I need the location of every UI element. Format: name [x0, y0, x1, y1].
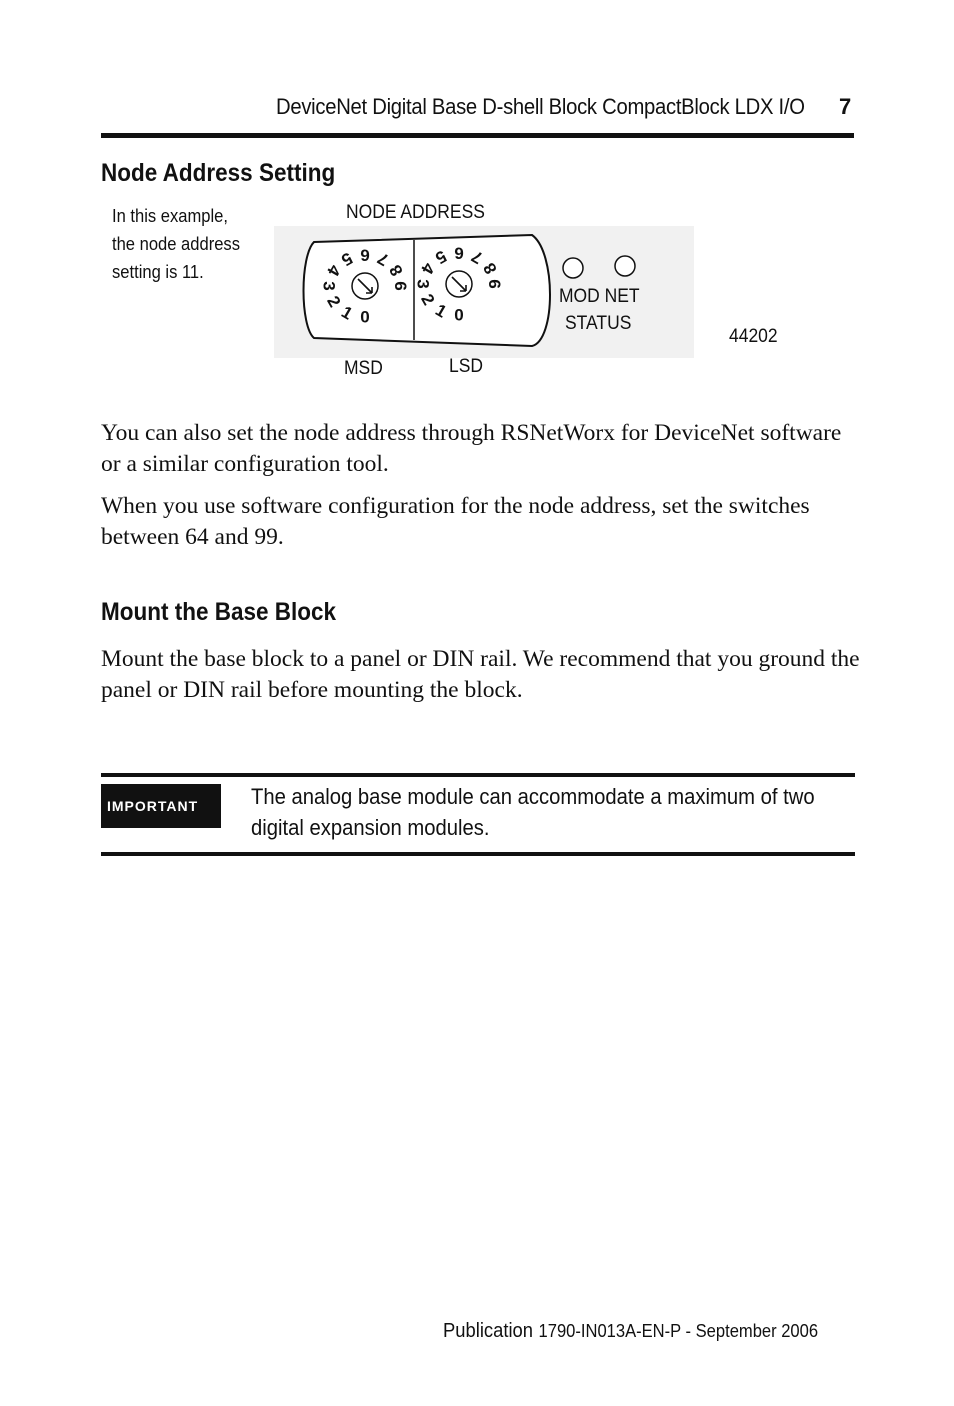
- node-address-heading: Node Address Setting: [101, 159, 336, 187]
- header-rule: [101, 133, 854, 138]
- msd-dial-digit: 3: [319, 281, 339, 291]
- lsd-dial-digit: 1: [432, 300, 450, 322]
- lsd-label: LSD: [449, 356, 484, 377]
- node-address-label: NODE ADDRESS: [346, 202, 485, 223]
- lsd-dial-digit: 6: [454, 243, 464, 263]
- publication-label: Publication: [443, 1320, 534, 1342]
- msd-dial-digit: 9: [391, 281, 411, 291]
- msd-dial-digit: 2: [323, 292, 345, 311]
- msd-dial-digit: 1: [338, 302, 356, 324]
- paragraph-rsnetworx: You can also set the node address through RSNetWorx for DeviceNet software or a similar configuration tool.: [101, 420, 842, 477]
- important-bottom-rule: [101, 852, 855, 856]
- msd-dial-digit: 8: [385, 261, 407, 280]
- important-badge: IMPORTANT: [101, 784, 221, 828]
- msd-dial-digit: 6: [360, 245, 370, 265]
- publication-footer: [443, 1320, 818, 1343]
- msd-dial-digit: 5: [338, 248, 356, 270]
- status-label: STATUS: [565, 313, 632, 334]
- msd-dial-digit: 7: [374, 248, 392, 270]
- lsd-dial-digit: 0: [454, 305, 464, 325]
- important-top-rule: [101, 773, 855, 777]
- page-number: 7: [839, 94, 852, 119]
- publication-id: 1790-IN013A-EN-P - September 2006: [538, 1321, 819, 1341]
- lsd-dial-digit: 8: [479, 259, 501, 278]
- msd-dial-digit: 0: [360, 307, 370, 327]
- lsd-dial-digit: 7: [468, 246, 486, 268]
- figure-caption: In this example, the node address setting is 11.: [112, 206, 240, 282]
- lsd-dial-digit: 5: [432, 246, 450, 268]
- lsd-dial-digit: 9: [485, 279, 505, 289]
- mod-net-led-icon: [563, 258, 583, 278]
- lsd-dial-digit: 2: [417, 290, 439, 309]
- paragraph-mount: Mount the base block to a panel or DIN rail. We recommend that you ground the panel or DIN rail before mounting the block.: [101, 646, 860, 703]
- mount-heading: Mount the Base Block: [101, 598, 337, 626]
- running-header-title: DeviceNet Digital Base D-shell Block CompactBlock LDX I/O: [276, 94, 805, 119]
- mod-net-label: MOD NET: [559, 286, 640, 307]
- switch-housing: [304, 235, 551, 346]
- lsd-dial-digit: 3: [413, 279, 433, 289]
- status-led-icon: [615, 256, 635, 276]
- lsd-dial-digit: 4: [417, 259, 439, 278]
- important-text: The analog base module can accommodate a maximum of two digital expansion modules.: [251, 784, 815, 840]
- msd-label: MSD: [344, 358, 383, 379]
- paragraph-software-config: When you use software configuration for the node address, set the switches between 64 and 99.: [101, 493, 810, 550]
- figure-id: 44202: [729, 326, 778, 347]
- msd-dial-digit: 4: [323, 261, 345, 280]
